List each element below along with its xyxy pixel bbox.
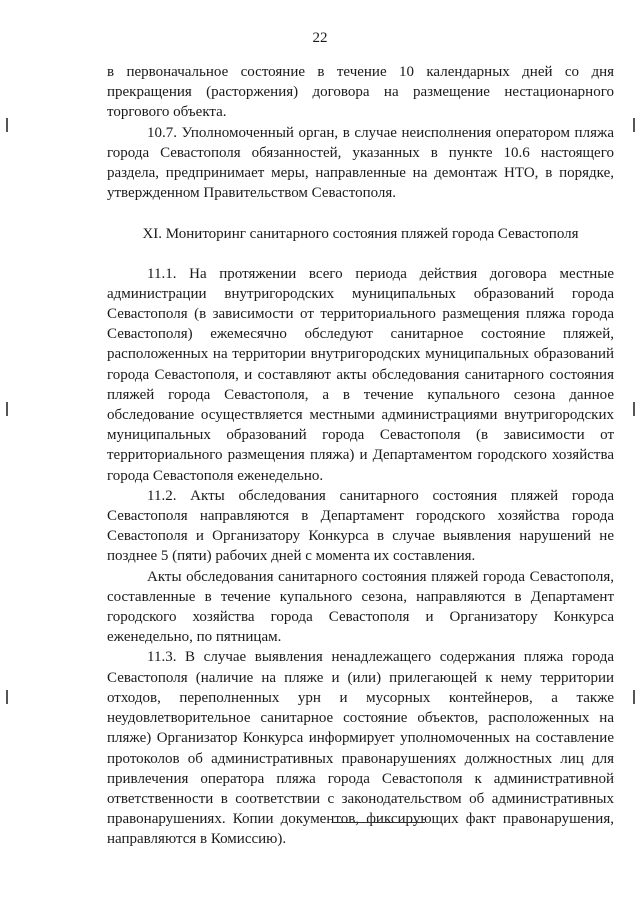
binding-mark-left-top xyxy=(6,118,8,132)
binding-mark-left-middle xyxy=(6,402,8,416)
section-heading: XI. Мониторинг санитарного состояния пляжей города Севастополя xyxy=(142,226,579,243)
document-body xyxy=(107,62,614,850)
page-number: 22 xyxy=(312,30,328,46)
paragraph-11-2-acts: Акты обследования санитарного состояния пляжей города Севастополя, составленные в течение купального сезона, направляются в Департамент городского хозяйства города Севастополя и Организатору Конкурса еженедельно, по пятницам. xyxy=(107,568,614,646)
paragraph-continuation: в первоначальное состояние в течение 10 календарных дней со дня прекращения (расторжения) договора на размещение нестационарного торгового объекта. xyxy=(107,64,614,121)
end-divider xyxy=(333,822,425,823)
paragraph-11-1: 11.1. На протяжении всего периода действия договора местные администрации внутригородских муниципальных образований города Севастополя (в зависимости от территориального размещения пляжа города Севастополя) ежемесячно обследуют санитарное состояние пляжей, расположенных на территории внутригородских муниципальных образований города Севастополя, и составляют акты обследования санитарного состояния пляжей города Севастополя, а в течение купального сезона данное обследование осуществляется местными администрациями внутригородских муниципальных образований города Севастополя (в зависимости от территориального размещения пляжа) и Департаментом городского хозяйства города Севастополя еженедельно. xyxy=(107,265,614,484)
binding-mark-left-bottom xyxy=(6,690,8,704)
paragraph-10-7: 10.7. Уполномоченный орган, в случае неисполнения оператором пляжа города Севастополя обязанностей, указанных в пункте 10.6 настоящего раздела, предпринимает меры, направленные на демонтаж НТО, в порядке, утвержденном Правительством Севастополя. xyxy=(107,124,614,202)
binding-mark-right-bottom xyxy=(633,690,635,704)
paragraph-11-3: 11.3. В случае выявления ненадлежащего содержания пляжа города Севастополя (наличие на пляже и (или) прилегающей к нему территории отходов, переполненных урн и мусорных контейнеров, а также неудовлетворительное санитарное состояние объектов, расположенных на пляже) Организатор Конкурса информирует уполномоченных на составление протоколов об административных правонарушениях должностных лиц для привлечения оператора пляжа города Севастополя к административной ответственности в соответствии с законодательством об административных правонарушениях. Копии документов, фиксирующих факт правонарушения, направляются в Комиссию). xyxy=(107,649,614,848)
paragraph-11-2: 11.2. Акты обследования санитарного состояния пляжей города Севастополя направляются в Департамент городского хозяйства города Севастополя и Организатору Конкурса в случае выявления нарушений не позднее 5 (пяти) рабочих дней с момента их составления. xyxy=(107,487,614,565)
binding-mark-right-top xyxy=(633,118,635,132)
binding-mark-right-middle xyxy=(633,402,635,416)
